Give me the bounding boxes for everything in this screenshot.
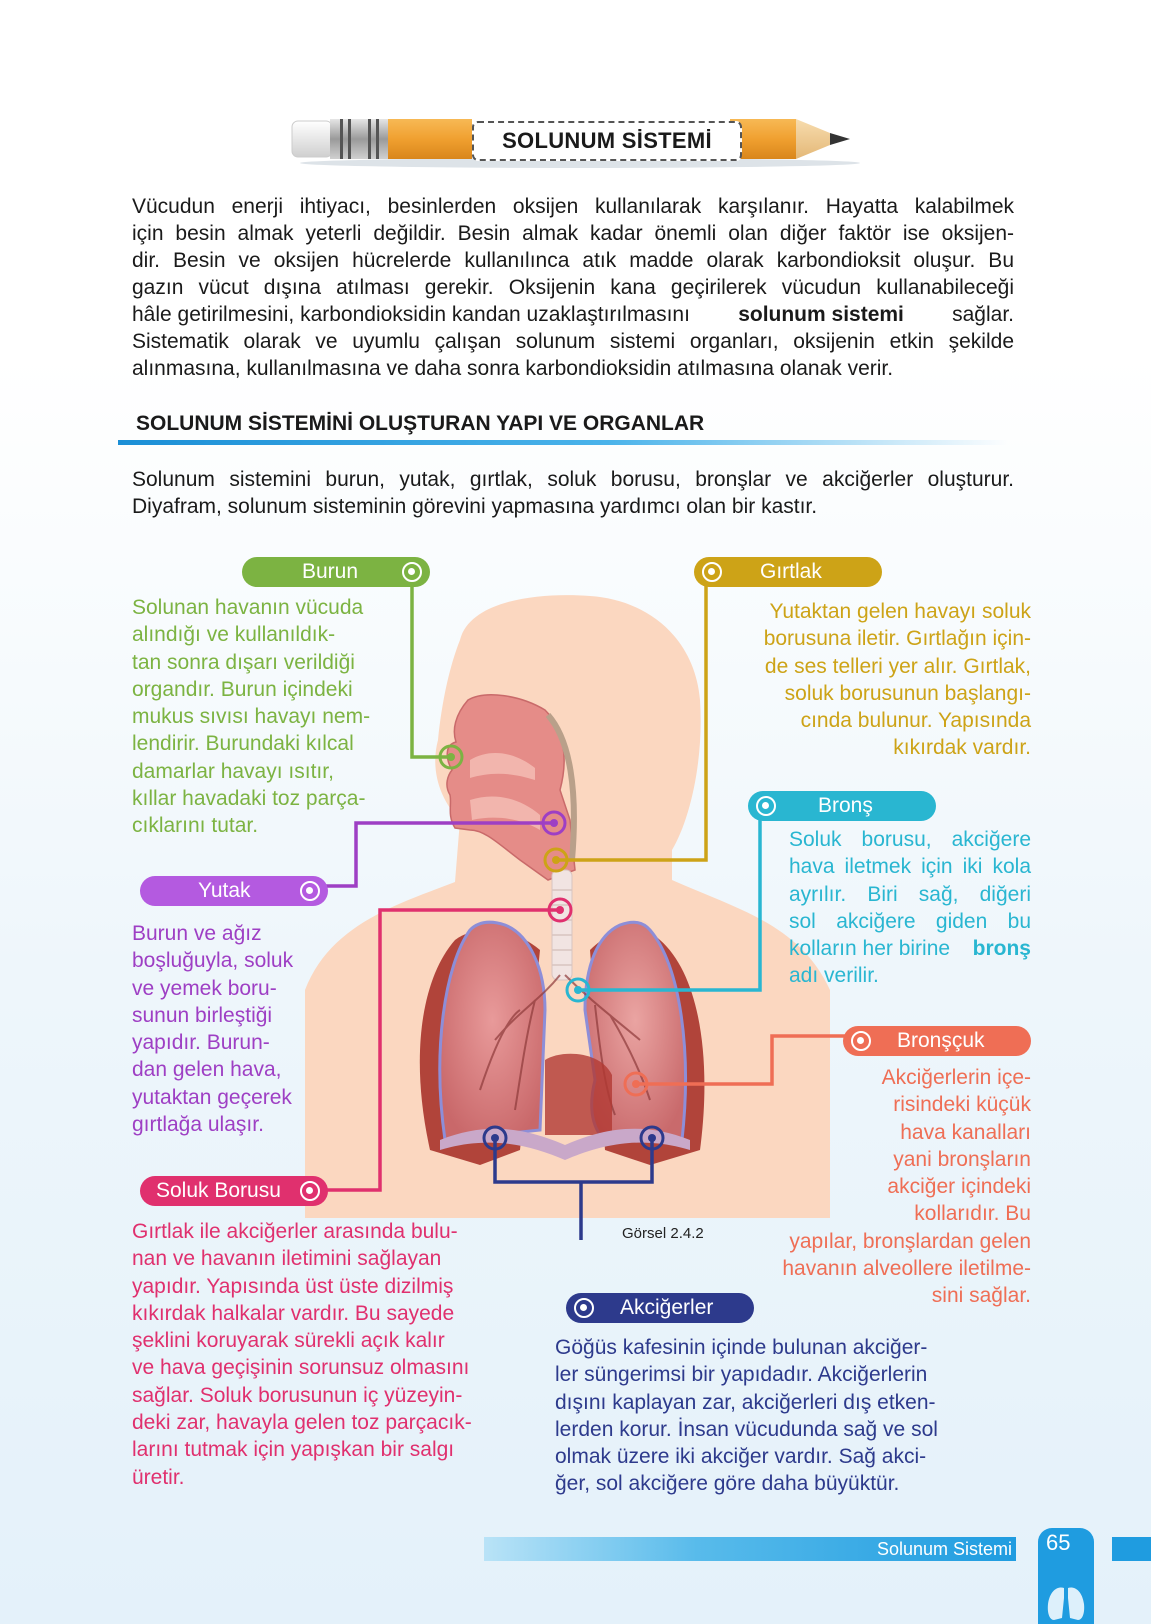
desc-line: Solunan havanın vücuda — [132, 596, 364, 619]
desc-line: risindeki küçük — [893, 1093, 1031, 1117]
desc-line: kıkırdak halkalar vardır. Bu sayede — [132, 1301, 455, 1325]
desc-line: sol akciğere giden bu — [789, 909, 1031, 933]
girtlak-label — [694, 557, 882, 587]
desc-line: olmak üzere iki akciğer vardır. Sağ akci- — [555, 1445, 927, 1469]
desc-line: Akciğerlerin içe- — [881, 1066, 1031, 1089]
intro-paragraph — [132, 193, 1014, 382]
desc-line: yapıdır. Yapısında üst üste dizilmiş — [132, 1274, 454, 1298]
target-icon — [574, 1298, 594, 1318]
section-paragraph — [132, 466, 1014, 520]
intro-line-part: sağlar. — [952, 303, 1014, 326]
desc-line: lendirir. Burundaki kılcal — [132, 732, 354, 756]
bronscuk-label-text: Bronşçuk — [897, 1029, 985, 1052]
desc-line: dan gelen hava, — [132, 1058, 282, 1082]
target-icon — [756, 796, 776, 816]
desc-line: ve hava geçişinin sorunsuz olmasını — [132, 1356, 470, 1380]
desc-line: kıllar havadaki toz parça- — [132, 787, 366, 811]
desc-line: nan ve havanın iletimini sağlayan — [132, 1247, 442, 1271]
girtlak-label-text: Gırtlak — [760, 560, 822, 583]
target-icon — [851, 1031, 871, 1051]
desc-line: sunun birleştiği — [132, 1003, 273, 1027]
desc-line: borusuna iletir. Gırtlağın için- — [763, 627, 1031, 651]
desc-line: yapıdır. Burun- — [132, 1031, 270, 1055]
desc-line: adı verilir. — [789, 964, 879, 988]
burun-description — [132, 594, 370, 840]
akcigerler-description — [555, 1334, 938, 1498]
soluk-borusu-label — [140, 1176, 328, 1206]
desc-line-part: kolların her birine — [789, 937, 951, 961]
desc-line: ve yemek boru- — [132, 976, 277, 1000]
desc-line: soluk borusunun başlangı- — [784, 681, 1031, 705]
desc-line: kıkırdak vardır. — [893, 736, 1031, 760]
desc-line: Yutaktan gelen havayı soluk — [769, 600, 1031, 623]
intro-line: gazın vücut dışına atılması gerekir. Oksijenin kana geçirilerek vücudun kullanabileceği — [132, 276, 1014, 299]
footer-tab — [1112, 1537, 1151, 1561]
yutak-label-text: Yutak — [198, 879, 251, 902]
desc-line: larını tutmak için yapışkan bir salgı — [132, 1438, 455, 1462]
page-title: SOLUNUM SİSTEMİ — [472, 121, 742, 161]
bronscuk-label — [843, 1026, 1031, 1056]
footer-section-label: Solunum Sistemi — [876, 1539, 1012, 1559]
desc-line: Soluk borusu, akciğere — [789, 828, 1031, 851]
page-number: 65 — [1046, 1530, 1071, 1555]
desc-line: yapılar, bronşlardan gelen — [789, 1229, 1031, 1253]
desc-line-with-bold — [789, 935, 1031, 962]
desc-line: yani bronşların — [893, 1147, 1031, 1171]
target-icon — [402, 562, 422, 582]
desc-line: de ses telleri yer alır. Gırtlak, — [764, 654, 1031, 678]
bronscuk-description — [782, 1064, 1031, 1310]
yutak-label — [140, 876, 328, 906]
girtlak-description — [764, 598, 1031, 762]
desc-line: damarlar havayı ısıtır, — [132, 759, 334, 783]
desc-line: lerden korur. İnsan vücudunda sağ ve sol — [555, 1417, 938, 1441]
soluk-borusu-label-text: Soluk Borusu — [156, 1179, 281, 1202]
bold-term: solunum sistemi — [738, 303, 904, 326]
desc-line: hava iletmek için iki kola — [789, 855, 1031, 879]
desc-line: Burun ve ağız — [132, 922, 262, 945]
desc-line: akciğer içindeki — [887, 1175, 1031, 1199]
desc-line: sağlar. Soluk borusunun iç yüzeyin- — [132, 1383, 463, 1407]
desc-line: alındığı ve kullanıldık- — [132, 623, 336, 647]
trachea-shape — [552, 870, 572, 980]
desc-line: hava kanalları — [900, 1120, 1031, 1144]
section-title: SOLUNUM SİSTEMİNİ OLUŞTURAN YAPI VE ORGANLAR — [136, 412, 705, 435]
desc-line: ayrılır. Biri sağ, diğeri — [789, 882, 1031, 906]
burun-label-text: Burun — [302, 560, 359, 583]
desc-line: sini sağlar. — [931, 1284, 1031, 1308]
desc-line: üretir. — [132, 1465, 185, 1489]
akcigerler-label — [566, 1293, 754, 1323]
akcigerler-label-text: Akciğerler — [620, 1296, 714, 1319]
desc-line: Gırtlak ile akciğerler arasında bulu- — [132, 1220, 458, 1243]
desc-line: deki zar, havayla gelen toz parçacık- — [132, 1411, 472, 1435]
intro-line: alınmasına, kullanılmasına ve daha sonra karbondioksidin atılmasına olanak verir. — [132, 357, 894, 380]
section-line: Solunum sistemini burun, yutak, gırtlak, soluk borusu, bronşlar ve akciğerler oluşturur. — [132, 468, 1014, 491]
figure-caption: Görsel 2.4.2 — [622, 1225, 704, 1242]
desc-line: gırtlağa ulaşır. — [132, 1113, 264, 1137]
desc-line: ler süngerimsi bir yapıdadır. Akciğerlerin — [555, 1363, 928, 1387]
section-line: Diyafram, solunum sisteminin görevini yapmasına yardımcı olan bir kastır. — [132, 495, 818, 518]
desc-line: cında bulunur. Yapısında — [800, 709, 1031, 733]
bronş-label-text: Bronş — [818, 794, 873, 817]
desc-line: cıklarını tutar. — [132, 814, 259, 838]
desc-line: tan sonra dışarı verildiği — [132, 650, 355, 674]
desc-line: şeklini koruyarak sürekli açık kalır — [132, 1329, 445, 1353]
desc-line: boşluğuyla, soluk — [132, 949, 294, 973]
soluk-borusu-description — [132, 1218, 472, 1491]
desc-line: dışını kaplayan zar, akciğerleri dış etken- — [555, 1390, 936, 1414]
intro-line: Sistematik olarak ve uyumlu çalışan solunum sistemi organları, oksijenin etkin şekilde — [132, 330, 1014, 353]
desc-line: havanın alveollere iletilme- — [782, 1257, 1031, 1281]
intro-line: dir. Besin ve oksijen hücrelerde kullanılınca atık madde olarak karbondioksit oluşur. Bu — [132, 249, 1014, 272]
burun-label — [242, 557, 430, 587]
section-divider — [118, 440, 1008, 445]
target-icon — [300, 1181, 320, 1201]
intro-line-part: hâle getirilmesini, karbondioksidin kandan uzaklaştırılmasını — [132, 303, 690, 326]
desc-line: organdır. Burun içindeki — [132, 677, 353, 701]
bold-term: bronş — [972, 937, 1031, 961]
desc-line: yutaktan geçerek — [132, 1085, 292, 1109]
bronş-label — [748, 791, 936, 821]
intro-line: Vücudun enerji ihtiyacı, besinlerden oksijen kullanılarak karşılanır. Hayatta kalabilmek — [132, 195, 1014, 218]
intro-line-with-bold — [132, 301, 1014, 328]
desc-line: ğer, sol akciğere göre daha büyüktür. — [555, 1472, 900, 1496]
desc-line: kollarıdır. Bu — [914, 1202, 1031, 1226]
target-icon — [702, 562, 722, 582]
bronş-description — [789, 826, 1031, 990]
desc-line: mukus sıvısı havayı nem- — [132, 705, 371, 729]
intro-line: için besin almak yeterli değildir. Besin almak kadar önemli olan diğer faktör ise oksijen- — [132, 222, 1014, 245]
target-icon — [300, 881, 320, 901]
yutak-description — [132, 920, 293, 1138]
desc-line: Göğüs kafesinin içinde bulunan akciğer- — [555, 1336, 928, 1359]
